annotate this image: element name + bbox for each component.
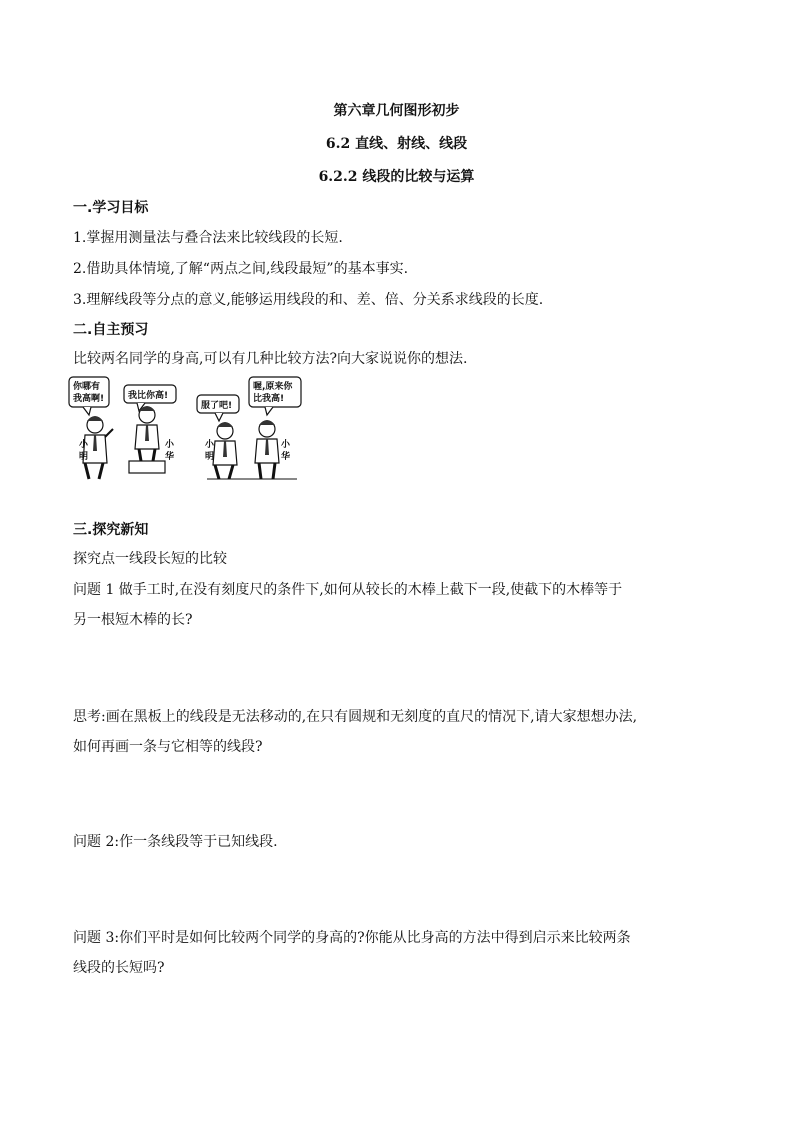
question-3-line-2: 线段的长短吗? [73,960,165,976]
subsection-title: 6.2.2 线段的比较与运算 [318,169,475,185]
name-hua-3: 小 [281,440,291,450]
name-hua-1: 小 [165,440,175,450]
bubble-1-line-1: 你哪有 [73,382,101,392]
think-line-1: 思考:画在黑板上的线段是无法移动的,在只有圆规和无刻度的直尺的情况下,请大家想想办法, [73,709,638,725]
name-ming-2: 明 [79,452,89,462]
name-hua-4: 华 [281,452,291,462]
question-3-line-1: 问题 3:你们平时是如何比较两个同学的身高的?你能从比身高的方法中得到启示来比较两条 [73,930,631,946]
bubble-3-text: 服了吧! [201,401,233,411]
goal-item-2: 2.借助具体情境,了解“两点之间,线段最短”的基本事实. [73,261,409,277]
bubble-2-text: 我比你高! [128,391,169,401]
preview-heading: 二.自主预习 [73,322,149,338]
goals-heading: 一.学习目标 [73,200,149,216]
explore-point: 探究点一线段长短的比较 [73,551,227,567]
speech-bubble-1 [69,377,109,415]
question-2: 问题 2:作一条线段等于已知线段. [73,834,278,850]
boy-figure-hua-2 [255,420,279,479]
speech-bubble-3 [197,395,239,421]
explore-heading: 三.探究新知 [73,522,149,538]
question-1-line-2: 另一根短木棒的长? [73,612,193,628]
name-ming-1: 小 [79,440,89,450]
preview-text: 比较两名同学的身高,可以有几种比较方法?向大家说说你的想法. [73,351,468,367]
chapter-title: 第六章几何图形初步 [333,103,460,119]
name-ming-3: 小 [205,440,215,450]
bubble-1-line-2: 我高啊! [73,394,105,404]
bubble-4-line-2: 比我高! [253,394,285,404]
think-line-2: 如何再画一条与它相等的线段? [73,739,263,755]
section-title: 6.2 直线、射线、线段 [325,136,468,152]
name-ming-4: 明 [205,452,215,462]
height-comparison-illustration [67,375,317,485]
question-1-line-1: 问题 1 做手工时,在没有刻度尺的条件下,如何从较长的木棒上截下一段,使截下的木棒等于 [73,582,623,598]
speech-bubble-4 [249,377,301,415]
goal-item-1: 1.掌握用测量法与叠合法来比较线段的长短. [73,230,343,246]
boy-figure-hua [129,406,165,473]
name-hua-2: 华 [165,452,175,462]
goal-item-3: 3.理解线段等分点的意义,能够运用线段的和、差、倍、分关系求线段的长度. [73,292,544,308]
boy-figure-ming-2 [213,422,237,479]
bubble-4-line-1: 喔,原来你 [253,382,293,392]
